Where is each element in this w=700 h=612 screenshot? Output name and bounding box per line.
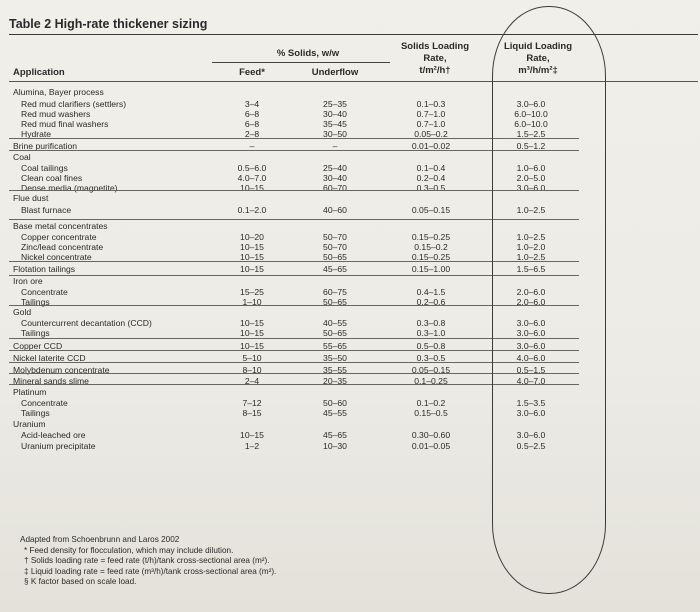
row-feed: 3–4 <box>244 99 260 109</box>
row-underflow: 35–55 <box>323 365 347 375</box>
row-feed: 15–25 <box>240 287 264 297</box>
row-underflow: 35–50 <box>323 353 347 363</box>
row-solids-loading: 0.15–0.25 <box>411 252 451 262</box>
row-underflow: 40–55 <box>323 318 347 328</box>
row-feed: 10–15 <box>240 430 264 440</box>
row-application: Tailings <box>21 408 50 418</box>
solids-group-header: % Solids, w/w <box>276 48 340 59</box>
row-solids-loading: 0.30–0.60 <box>411 430 451 440</box>
row-application: Uranium precipitate <box>21 441 96 451</box>
row-solids-loading: 0.4–1.5 <box>416 287 446 297</box>
row-application: Nickel laterite CCD <box>13 353 86 363</box>
row-liquid-loading: 6.0–10.0 <box>514 109 548 119</box>
row-underflow: 45–65 <box>323 264 347 274</box>
row-application: Flotation tailings <box>13 264 76 274</box>
row-application: Alumina, Bayer process <box>13 87 104 97</box>
row-application: Coal <box>13 152 31 162</box>
row-application: Gold <box>13 307 32 317</box>
footnote: § K factor based on scale load. <box>24 577 137 586</box>
row-application: Red mud final washers <box>21 119 109 129</box>
row-underflow: 50–70 <box>323 232 347 242</box>
solids-loading-header-3: t/m²/h† <box>419 65 451 76</box>
row-liquid-loading: 4.0–6.0 <box>516 353 546 363</box>
row-application: Nickel concentrate <box>21 252 92 262</box>
row-application: Red mud clarifiers (settlers) <box>21 99 127 109</box>
row-liquid-loading: 6.0–10.0 <box>514 119 548 129</box>
footnote: Adapted from Schoenbrunn and Laros 2002 <box>20 535 180 544</box>
row-liquid-loading: 1.0–2.5 <box>516 252 546 262</box>
row-feed: 8–10 <box>242 365 262 375</box>
footnote: * Feed density for flocculation, which may include dilution. <box>24 545 234 555</box>
row-underflow: 60–70 <box>323 183 347 193</box>
row-feed: 4.0–7.0 <box>237 173 267 183</box>
row-underflow: 25–35 <box>323 99 347 109</box>
row-solids-loading: 0.15–0.25 <box>411 232 451 242</box>
row-underflow: – <box>332 141 338 151</box>
row-liquid-loading: 0.5–1.2 <box>516 141 546 151</box>
row-liquid-loading: 3.0–6.0 <box>516 341 546 351</box>
row-liquid-loading: 0.5–1.5 <box>516 365 546 375</box>
row-feed: 0.1–2.0 <box>237 205 267 215</box>
row-liquid-loading: 0.5–2.5 <box>516 441 546 451</box>
row-underflow: 55–65 <box>323 341 347 351</box>
solids-loading-header-1: Solids Loading <box>400 41 470 52</box>
liquid-loading-header-3: m³/h/m²‡ <box>518 65 558 76</box>
row-underflow: 50–65 <box>323 297 347 307</box>
row-application: Tailings <box>21 328 50 338</box>
liquid-loading-header-1: Liquid Loading <box>503 41 573 52</box>
row-application: Coal tailings <box>21 163 68 173</box>
row-liquid-loading: 1.0–2.0 <box>516 242 546 252</box>
row-feed: 10–15 <box>240 183 264 193</box>
row-liquid-loading: 3.0–6.0 <box>516 328 546 338</box>
row-underflow: 30–50 <box>323 129 347 139</box>
row-solids-loading: 0.3–0.5 <box>416 353 446 363</box>
row-application: Copper concentrate <box>21 232 97 242</box>
row-solids-loading: 0.1–0.25 <box>414 376 448 386</box>
row-solids-loading: 0.2–0.6 <box>416 297 446 307</box>
row-solids-loading: 0.01–0.05 <box>411 441 451 451</box>
row-application: Zinc/lead concentrate <box>21 242 104 252</box>
liquid-loading-header-2: Rate, <box>526 53 550 64</box>
row-application: Uranium <box>13 419 46 429</box>
row-liquid-loading: 1.5–2.5 <box>516 129 546 139</box>
row-liquid-loading: 2.0–6.0 <box>516 287 546 297</box>
row-feed: 1–10 <box>242 297 262 307</box>
row-solids-loading: 0.05–0.15 <box>411 365 451 375</box>
hand-drawn-oval-annotation <box>492 6 606 594</box>
row-solids-loading: 0.15–1.00 <box>411 264 451 274</box>
row-application: Dense media (magnetite) <box>21 183 118 193</box>
row-underflow: 50–65 <box>323 328 347 338</box>
row-feed: 0.5–6.0 <box>237 163 267 173</box>
row-liquid-loading: 1.5–3.5 <box>516 398 546 408</box>
row-underflow: 20–35 <box>323 376 347 386</box>
row-application: Iron ore <box>13 276 43 286</box>
row-liquid-loading: 4.0–7.0 <box>516 376 546 386</box>
feed-header: Feed* <box>239 67 265 78</box>
row-solids-loading: 0.7–1.0 <box>416 119 446 129</box>
row-feed: 10–20 <box>240 232 264 242</box>
row-underflow: 50–70 <box>323 242 347 252</box>
row-feed: 10–15 <box>240 341 264 351</box>
row-solids-loading: 0.7–1.0 <box>416 109 446 119</box>
footnote: ‡ Liquid loading rate = feed rate (m³/h)/tank cross-sectional area (m²). <box>24 566 277 576</box>
row-underflow: 50–65 <box>323 252 347 262</box>
row-underflow: 45–55 <box>323 408 347 418</box>
row-liquid-loading: 3.0–6.0 <box>516 430 546 440</box>
solids-group-underline <box>212 62 390 63</box>
row-feed: 7–12 <box>242 398 262 408</box>
row-application: Acid-leached ore <box>21 430 86 440</box>
row-application: Red mud washers <box>21 109 91 119</box>
row-liquid-loading: 1.0–2.5 <box>516 232 546 242</box>
row-solids-loading: 0.5–0.8 <box>416 341 446 351</box>
row-liquid-loading: 2.0–6.0 <box>516 297 546 307</box>
row-feed: – <box>249 141 255 151</box>
row-application: Concentrate <box>21 398 68 408</box>
row-application: Blast furnace <box>21 205 72 215</box>
row-underflow: 60–75 <box>323 287 347 297</box>
row-underflow: 30–40 <box>323 173 347 183</box>
row-solids-loading: 0.2–0.4 <box>416 173 446 183</box>
row-feed: 8–15 <box>242 408 262 418</box>
row-feed: 6–8 <box>244 109 260 119</box>
row-feed: 10–15 <box>240 264 264 274</box>
row-liquid-loading: 1.0–6.0 <box>516 163 546 173</box>
row-feed: 10–15 <box>240 252 264 262</box>
row-feed: 10–15 <box>240 318 264 328</box>
row-application: Platinum <box>13 387 47 397</box>
row-solids-loading: 0.05–0.2 <box>414 129 448 139</box>
row-liquid-loading: 1.0–2.5 <box>516 205 546 215</box>
row-application: Flue dust <box>13 193 49 203</box>
table-title: Table 2 High-rate thickener sizing <box>9 17 208 31</box>
row-liquid-loading: 3.0–6.0 <box>516 99 546 109</box>
row-solids-loading: 0.3–0.5 <box>416 183 446 193</box>
row-solids-loading: 0.3–1.0 <box>416 328 446 338</box>
row-liquid-loading: 3.0–6.0 <box>516 183 546 193</box>
row-application: Copper CCD <box>13 341 63 351</box>
row-solids-loading: 0.3–0.8 <box>416 318 446 328</box>
row-application: Base metal concentrates <box>13 221 108 231</box>
row-solids-loading: 0.1–0.4 <box>416 163 446 173</box>
row-feed: 5–10 <box>242 353 262 363</box>
row-underflow: 40–60 <box>323 205 347 215</box>
row-underflow: 25–40 <box>323 163 347 173</box>
row-feed: 6–8 <box>244 119 260 129</box>
footnote: † Solids loading rate = feed rate (t/h)/tank cross-sectional area (m²). <box>24 556 270 565</box>
row-solids-loading: 0.15–0.2 <box>414 242 448 252</box>
row-feed: 1–2 <box>244 441 260 451</box>
row-application: Clean coal fines <box>21 173 83 183</box>
application-header: Application <box>13 67 65 78</box>
row-liquid-loading: 2.0–5.0 <box>516 173 546 183</box>
row-application: Countercurrent decantation (CCD) <box>21 318 152 328</box>
row-application: Hydrate <box>21 129 52 139</box>
row-feed: 2–4 <box>244 376 260 386</box>
row-application: Tailings <box>21 297 50 307</box>
row-underflow: 50–60 <box>323 398 347 408</box>
row-application: Molybdenum concentrate <box>13 365 110 375</box>
row-underflow: 10–30 <box>323 441 347 451</box>
row-application: Brine purification <box>13 141 78 151</box>
row-liquid-loading: 1.5–6.5 <box>516 264 546 274</box>
row-underflow: 35–45 <box>323 119 347 129</box>
row-solids-loading: 0.15–0.5 <box>414 408 448 418</box>
row-liquid-loading: 3.0–6.0 <box>516 408 546 418</box>
row-feed: 2–8 <box>244 129 260 139</box>
row-solids-loading: 0.1–0.2 <box>416 398 446 408</box>
row-underflow: 45–65 <box>323 430 347 440</box>
row-application: Concentrate <box>21 287 68 297</box>
row-solids-loading: 0.01–0.02 <box>411 141 451 151</box>
underflow-header: Underflow <box>311 67 359 78</box>
solids-loading-header-2: Rate, <box>423 53 447 64</box>
row-feed: 10–15 <box>240 242 264 252</box>
row-feed: 10–15 <box>240 328 264 338</box>
row-liquid-loading: 3.0–6.0 <box>516 318 546 328</box>
row-solids-loading: 0.05–0.15 <box>411 205 451 215</box>
row-underflow: 30–40 <box>323 109 347 119</box>
row-solids-loading: 0.1–0.3 <box>416 99 446 109</box>
row-application: Mineral sands slime <box>13 376 89 386</box>
